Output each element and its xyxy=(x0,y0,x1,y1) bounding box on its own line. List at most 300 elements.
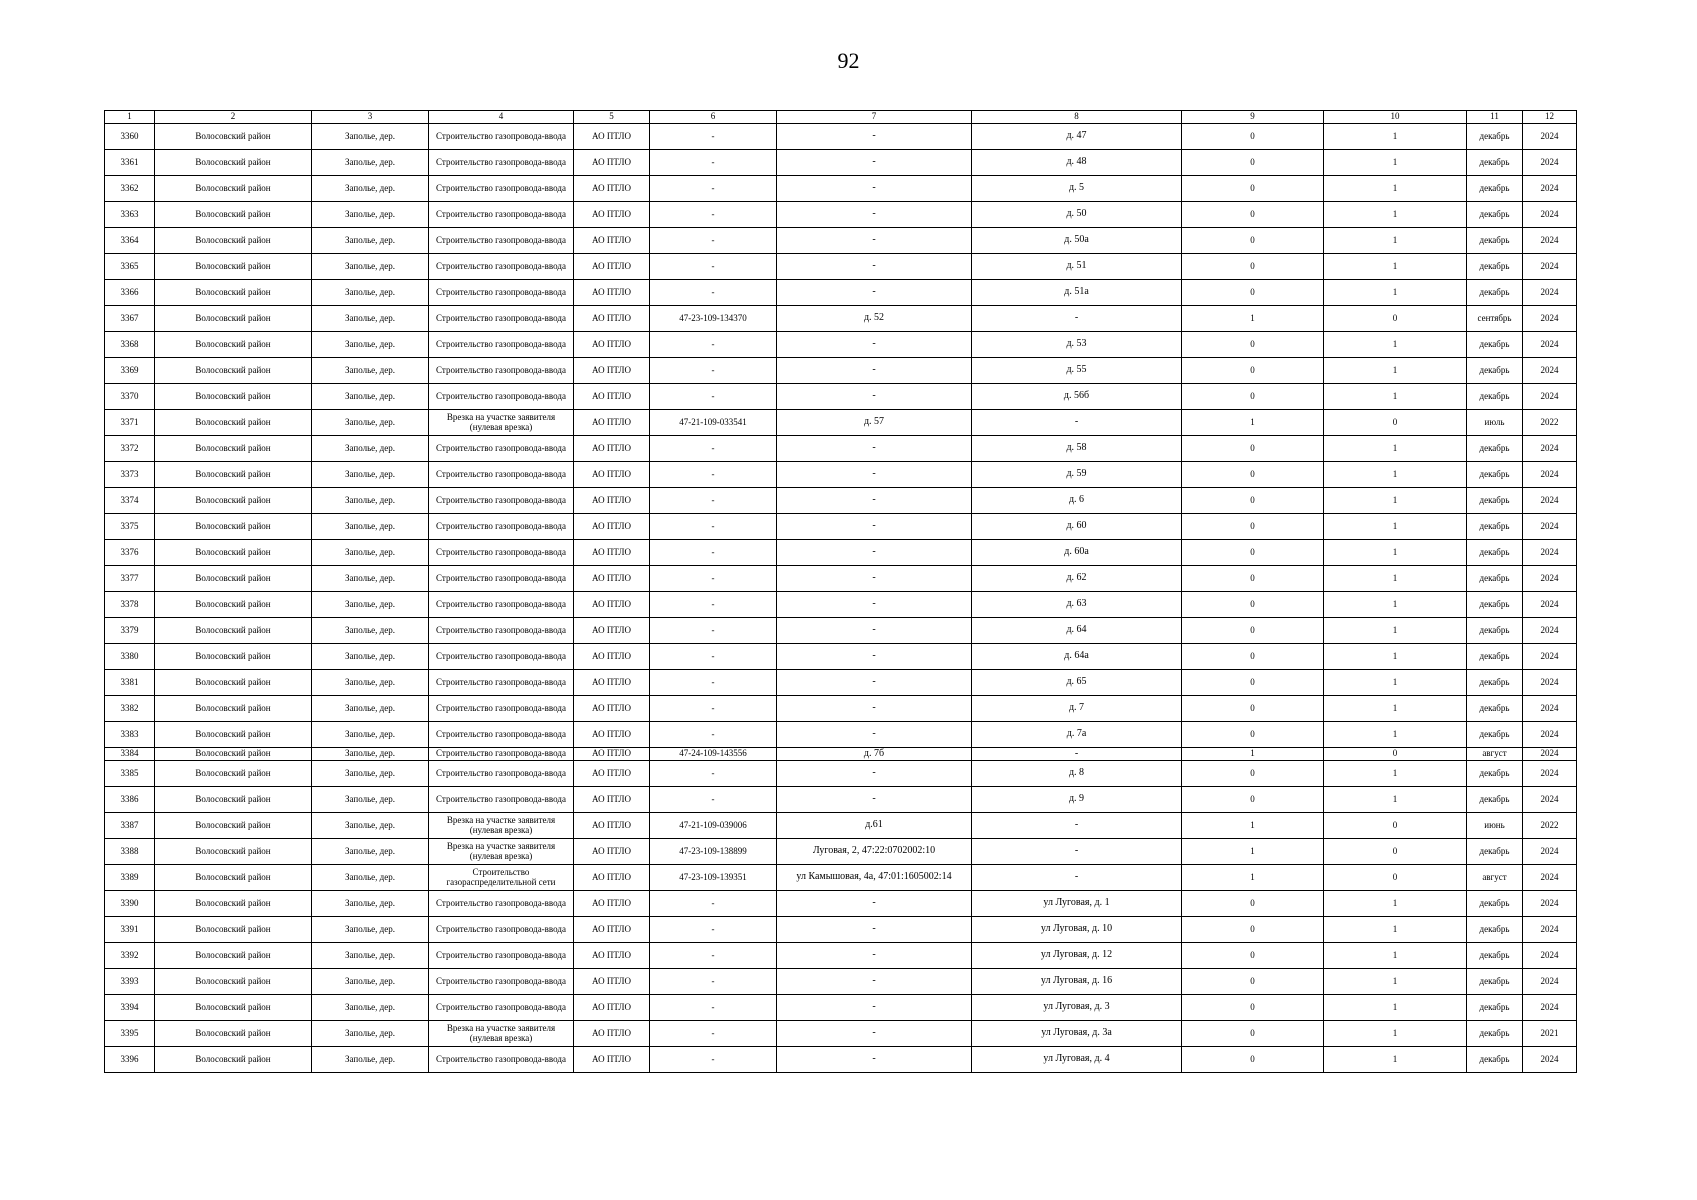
row-number-cell: 3387 xyxy=(105,813,155,839)
row-number-cell: 3373 xyxy=(105,462,155,488)
organization-cell: АО ПТЛО xyxy=(574,644,650,670)
month-cell: сентябрь xyxy=(1467,306,1523,332)
organization-cell: АО ПТЛО xyxy=(574,358,650,384)
table-row xyxy=(105,124,1577,150)
table-row xyxy=(105,618,1577,644)
month-cell: декабрь xyxy=(1467,839,1523,865)
object-address-cell: - xyxy=(777,202,972,228)
table-row xyxy=(105,787,1577,813)
month-cell: декабрь xyxy=(1467,254,1523,280)
district-cell: Волосовский район xyxy=(155,943,312,969)
year-cell: 2024 xyxy=(1523,514,1577,540)
address-cell: ул Луговая, д. 3 xyxy=(972,995,1182,1021)
work-type-cell: Строительство газопровода-ввода xyxy=(429,1047,574,1073)
registry-table xyxy=(104,110,1577,1073)
column-header: 3 xyxy=(312,111,429,124)
count-b-cell: 1 xyxy=(1324,202,1467,228)
address-cell: д. 50 xyxy=(972,202,1182,228)
address-cell: д. 63 xyxy=(972,592,1182,618)
address-cell: ул Луговая, д. 12 xyxy=(972,943,1182,969)
work-type-cell: Строительство газопровода-ввода xyxy=(429,748,574,761)
organization-cell: АО ПТЛО xyxy=(574,917,650,943)
count-a-cell: 0 xyxy=(1182,384,1324,410)
row-number-cell: 3382 xyxy=(105,696,155,722)
table-row xyxy=(105,891,1577,917)
settlement-cell: Заполье, дер. xyxy=(312,644,429,670)
organization-cell: АО ПТЛО xyxy=(574,176,650,202)
column-header: 4 xyxy=(429,111,574,124)
district-cell: Волосовский район xyxy=(155,462,312,488)
address-cell: - xyxy=(972,410,1182,436)
organization-cell: АО ПТЛО xyxy=(574,280,650,306)
count-a-cell: 0 xyxy=(1182,436,1324,462)
work-type-cell: Строительство газопровода-ввода xyxy=(429,787,574,813)
table-row xyxy=(105,813,1577,839)
count-b-cell: 1 xyxy=(1324,228,1467,254)
month-cell: декабрь xyxy=(1467,969,1523,995)
address-cell: д. 7 xyxy=(972,696,1182,722)
row-number-cell: 3363 xyxy=(105,202,155,228)
work-type-cell: Строительство газопровода-ввода xyxy=(429,176,574,202)
column-header: 8 xyxy=(972,111,1182,124)
application-number-cell: - xyxy=(650,644,777,670)
work-type-cell: Строительство газопровода-ввода xyxy=(429,306,574,332)
application-number-cell: - xyxy=(650,254,777,280)
month-cell: декабрь xyxy=(1467,176,1523,202)
table-row xyxy=(105,436,1577,462)
count-b-cell: 1 xyxy=(1324,618,1467,644)
table-row xyxy=(105,969,1577,995)
row-number-cell: 3388 xyxy=(105,839,155,865)
settlement-cell: Заполье, дер. xyxy=(312,813,429,839)
settlement-cell: Заполье, дер. xyxy=(312,150,429,176)
work-type-cell: Строительство газопровода-ввода xyxy=(429,254,574,280)
count-a-cell: 0 xyxy=(1182,254,1324,280)
row-number-cell: 3393 xyxy=(105,969,155,995)
table-row xyxy=(105,514,1577,540)
address-cell: ул Луговая, д. 10 xyxy=(972,917,1182,943)
row-number-cell: 3360 xyxy=(105,124,155,150)
district-cell: Волосовский район xyxy=(155,410,312,436)
address-cell: д. 59 xyxy=(972,462,1182,488)
district-cell: Волосовский район xyxy=(155,995,312,1021)
table-row xyxy=(105,696,1577,722)
object-address-cell: - xyxy=(777,384,972,410)
count-b-cell: 1 xyxy=(1324,696,1467,722)
address-cell: д. 65 xyxy=(972,670,1182,696)
application-number-cell: - xyxy=(650,384,777,410)
row-number-cell: 3396 xyxy=(105,1047,155,1073)
address-cell: д. 48 xyxy=(972,150,1182,176)
month-cell: декабрь xyxy=(1467,462,1523,488)
year-cell: 2024 xyxy=(1523,722,1577,748)
month-cell: июнь xyxy=(1467,813,1523,839)
month-cell: декабрь xyxy=(1467,696,1523,722)
count-a-cell: 0 xyxy=(1182,787,1324,813)
year-cell: 2024 xyxy=(1523,150,1577,176)
count-a-cell: 0 xyxy=(1182,124,1324,150)
address-cell: - xyxy=(972,748,1182,761)
district-cell: Волосовский район xyxy=(155,150,312,176)
object-address-cell: - xyxy=(777,644,972,670)
count-a-cell: 1 xyxy=(1182,813,1324,839)
settlement-cell: Заполье, дер. xyxy=(312,228,429,254)
table-row xyxy=(105,761,1577,787)
table-row xyxy=(105,280,1577,306)
count-a-cell: 0 xyxy=(1182,722,1324,748)
application-number-cell: - xyxy=(650,202,777,228)
month-cell: декабрь xyxy=(1467,592,1523,618)
object-address-cell: - xyxy=(777,280,972,306)
address-cell: д. 55 xyxy=(972,358,1182,384)
application-number-cell: 47-23-109-138899 xyxy=(650,839,777,865)
month-cell: декабрь xyxy=(1467,787,1523,813)
application-number-cell: - xyxy=(650,917,777,943)
count-a-cell: 0 xyxy=(1182,618,1324,644)
table-row xyxy=(105,1021,1577,1047)
month-cell: декабрь xyxy=(1467,891,1523,917)
settlement-cell: Заполье, дер. xyxy=(312,969,429,995)
application-number-cell: - xyxy=(650,891,777,917)
year-cell: 2024 xyxy=(1523,488,1577,514)
settlement-cell: Заполье, дер. xyxy=(312,748,429,761)
count-a-cell: 0 xyxy=(1182,592,1324,618)
month-cell: декабрь xyxy=(1467,618,1523,644)
row-number-cell: 3372 xyxy=(105,436,155,462)
address-cell: д. 64 xyxy=(972,618,1182,644)
address-cell: д. 50а xyxy=(972,228,1182,254)
count-b-cell: 1 xyxy=(1324,254,1467,280)
count-a-cell: 0 xyxy=(1182,462,1324,488)
count-a-cell: 0 xyxy=(1182,228,1324,254)
work-type-cell: Строительство газопровода-ввода xyxy=(429,540,574,566)
year-cell: 2021 xyxy=(1523,1021,1577,1047)
count-a-cell: 0 xyxy=(1182,1047,1324,1073)
table-row xyxy=(105,384,1577,410)
row-number-cell: 3391 xyxy=(105,917,155,943)
district-cell: Волосовский район xyxy=(155,670,312,696)
count-a-cell: 0 xyxy=(1182,176,1324,202)
year-cell: 2024 xyxy=(1523,280,1577,306)
work-type-cell: Строительство газораспределительной сети xyxy=(429,865,574,891)
count-b-cell: 1 xyxy=(1324,917,1467,943)
row-number-cell: 3390 xyxy=(105,891,155,917)
application-number-cell: - xyxy=(650,787,777,813)
count-b-cell: 1 xyxy=(1324,124,1467,150)
row-number-cell: 3385 xyxy=(105,761,155,787)
object-address-cell: - xyxy=(777,696,972,722)
month-cell: декабрь xyxy=(1467,1021,1523,1047)
month-cell: декабрь xyxy=(1467,332,1523,358)
address-cell: ул Луговая, д. 3а xyxy=(972,1021,1182,1047)
work-type-cell: Строительство газопровода-ввода xyxy=(429,696,574,722)
count-a-cell: 0 xyxy=(1182,488,1324,514)
work-type-cell: Строительство газопровода-ввода xyxy=(429,280,574,306)
organization-cell: АО ПТЛО xyxy=(574,150,650,176)
settlement-cell: Заполье, дер. xyxy=(312,280,429,306)
organization-cell: АО ПТЛО xyxy=(574,891,650,917)
object-address-cell: д.61 xyxy=(777,813,972,839)
application-number-cell: - xyxy=(650,592,777,618)
application-number-cell: 47-23-109-134370 xyxy=(650,306,777,332)
column-header: 5 xyxy=(574,111,650,124)
settlement-cell: Заполье, дер. xyxy=(312,410,429,436)
organization-cell: АО ПТЛО xyxy=(574,254,650,280)
count-b-cell: 1 xyxy=(1324,670,1467,696)
row-number-cell: 3367 xyxy=(105,306,155,332)
count-b-cell: 0 xyxy=(1324,839,1467,865)
table-row xyxy=(105,488,1577,514)
organization-cell: АО ПТЛО xyxy=(574,202,650,228)
row-number-cell: 3380 xyxy=(105,644,155,670)
object-address-cell: - xyxy=(777,670,972,696)
object-address-cell: - xyxy=(777,787,972,813)
object-address-cell: - xyxy=(777,917,972,943)
organization-cell: АО ПТЛО xyxy=(574,813,650,839)
work-type-cell: Строительство газопровода-ввода xyxy=(429,202,574,228)
work-type-cell: Строительство газопровода-ввода xyxy=(429,566,574,592)
row-number-cell: 3395 xyxy=(105,1021,155,1047)
table-row xyxy=(105,748,1577,761)
object-address-cell: - xyxy=(777,228,972,254)
address-cell: ул Луговая, д. 4 xyxy=(972,1047,1182,1073)
application-number-cell: - xyxy=(650,124,777,150)
organization-cell: АО ПТЛО xyxy=(574,969,650,995)
count-b-cell: 0 xyxy=(1324,748,1467,761)
settlement-cell: Заполье, дер. xyxy=(312,1021,429,1047)
month-cell: декабрь xyxy=(1467,124,1523,150)
count-b-cell: 1 xyxy=(1324,436,1467,462)
column-header: 12 xyxy=(1523,111,1577,124)
year-cell: 2024 xyxy=(1523,592,1577,618)
table-row xyxy=(105,306,1577,332)
organization-cell: АО ПТЛО xyxy=(574,384,650,410)
object-address-cell: д. 57 xyxy=(777,410,972,436)
work-type-cell: Строительство газопровода-ввода xyxy=(429,891,574,917)
settlement-cell: Заполье, дер. xyxy=(312,436,429,462)
settlement-cell: Заполье, дер. xyxy=(312,306,429,332)
count-b-cell: 0 xyxy=(1324,306,1467,332)
district-cell: Волосовский район xyxy=(155,748,312,761)
object-address-cell: - xyxy=(777,488,972,514)
address-cell: д. 5 xyxy=(972,176,1182,202)
year-cell: 2024 xyxy=(1523,748,1577,761)
settlement-cell: Заполье, дер. xyxy=(312,592,429,618)
table-row xyxy=(105,644,1577,670)
district-cell: Волосовский район xyxy=(155,891,312,917)
address-cell: - xyxy=(972,865,1182,891)
district-cell: Волосовский район xyxy=(155,332,312,358)
count-b-cell: 1 xyxy=(1324,332,1467,358)
organization-cell: АО ПТЛО xyxy=(574,124,650,150)
count-a-cell: 0 xyxy=(1182,540,1324,566)
district-cell: Волосовский район xyxy=(155,228,312,254)
district-cell: Волосовский район xyxy=(155,540,312,566)
district-cell: Волосовский район xyxy=(155,722,312,748)
application-number-cell: - xyxy=(650,995,777,1021)
address-cell: д. 60а xyxy=(972,540,1182,566)
table-row xyxy=(105,540,1577,566)
table-row xyxy=(105,722,1577,748)
object-address-cell: - xyxy=(777,150,972,176)
district-cell: Волосовский район xyxy=(155,436,312,462)
row-number-cell: 3369 xyxy=(105,358,155,384)
month-cell: декабрь xyxy=(1467,644,1523,670)
work-type-cell: Строительство газопровода-ввода xyxy=(429,384,574,410)
object-address-cell: - xyxy=(777,891,972,917)
address-cell: д. 51 xyxy=(972,254,1182,280)
count-b-cell: 0 xyxy=(1324,865,1467,891)
application-number-cell: - xyxy=(650,488,777,514)
row-number-cell: 3383 xyxy=(105,722,155,748)
year-cell: 2024 xyxy=(1523,865,1577,891)
year-cell: 2024 xyxy=(1523,306,1577,332)
settlement-cell: Заполье, дер. xyxy=(312,787,429,813)
count-b-cell: 1 xyxy=(1324,891,1467,917)
count-a-cell: 0 xyxy=(1182,670,1324,696)
work-type-cell: Строительство газопровода-ввода xyxy=(429,462,574,488)
month-cell: июль xyxy=(1467,410,1523,436)
settlement-cell: Заполье, дер. xyxy=(312,943,429,969)
row-number-cell: 3375 xyxy=(105,514,155,540)
year-cell: 2024 xyxy=(1523,202,1577,228)
object-address-cell: - xyxy=(777,436,972,462)
table-row xyxy=(105,839,1577,865)
organization-cell: АО ПТЛО xyxy=(574,787,650,813)
object-address-cell: - xyxy=(777,462,972,488)
object-address-cell: - xyxy=(777,995,972,1021)
object-address-cell: ул Камышовая, 4а, 47:01:1605002:14 xyxy=(777,865,972,891)
count-a-cell: 1 xyxy=(1182,839,1324,865)
settlement-cell: Заполье, дер. xyxy=(312,696,429,722)
count-a-cell: 1 xyxy=(1182,410,1324,436)
table-row xyxy=(105,670,1577,696)
application-number-cell: - xyxy=(650,462,777,488)
count-a-cell: 0 xyxy=(1182,566,1324,592)
year-cell: 2024 xyxy=(1523,670,1577,696)
count-b-cell: 1 xyxy=(1324,592,1467,618)
object-address-cell: д. 7б xyxy=(777,748,972,761)
application-number-cell: - xyxy=(650,696,777,722)
count-b-cell: 1 xyxy=(1324,540,1467,566)
table-row xyxy=(105,943,1577,969)
month-cell: декабрь xyxy=(1467,761,1523,787)
count-a-cell: 0 xyxy=(1182,644,1324,670)
month-cell: декабрь xyxy=(1467,488,1523,514)
row-number-cell: 3392 xyxy=(105,943,155,969)
count-b-cell: 1 xyxy=(1324,1047,1467,1073)
count-b-cell: 1 xyxy=(1324,566,1467,592)
address-cell: - xyxy=(972,813,1182,839)
year-cell: 2024 xyxy=(1523,696,1577,722)
organization-cell: АО ПТЛО xyxy=(574,228,650,254)
settlement-cell: Заполье, дер. xyxy=(312,124,429,150)
year-cell: 2024 xyxy=(1523,644,1577,670)
application-number-cell: - xyxy=(650,722,777,748)
year-cell: 2024 xyxy=(1523,332,1577,358)
settlement-cell: Заполье, дер. xyxy=(312,995,429,1021)
settlement-cell: Заполье, дер. xyxy=(312,839,429,865)
year-cell: 2024 xyxy=(1523,891,1577,917)
address-cell: д. 47 xyxy=(972,124,1182,150)
month-cell: декабрь xyxy=(1467,358,1523,384)
table-row xyxy=(105,358,1577,384)
object-address-cell: - xyxy=(777,761,972,787)
row-number-cell: 3365 xyxy=(105,254,155,280)
count-a-cell: 0 xyxy=(1182,150,1324,176)
object-address-cell: - xyxy=(777,332,972,358)
table-row xyxy=(105,332,1577,358)
work-type-cell: Строительство газопровода-ввода xyxy=(429,722,574,748)
application-number-cell: - xyxy=(650,943,777,969)
count-a-cell: 0 xyxy=(1182,969,1324,995)
work-type-cell: Строительство газопровода-ввода xyxy=(429,332,574,358)
organization-cell: АО ПТЛО xyxy=(574,696,650,722)
object-address-cell: Луговая, 2, 47:22:0702002:10 xyxy=(777,839,972,865)
object-address-cell: - xyxy=(777,969,972,995)
year-cell: 2024 xyxy=(1523,1047,1577,1073)
month-cell: декабрь xyxy=(1467,722,1523,748)
count-a-cell: 0 xyxy=(1182,332,1324,358)
year-cell: 2024 xyxy=(1523,358,1577,384)
district-cell: Волосовский район xyxy=(155,358,312,384)
object-address-cell: - xyxy=(777,943,972,969)
table-row xyxy=(105,150,1577,176)
column-header: 6 xyxy=(650,111,777,124)
count-b-cell: 1 xyxy=(1324,358,1467,384)
month-cell: декабрь xyxy=(1467,384,1523,410)
organization-cell: АО ПТЛО xyxy=(574,839,650,865)
settlement-cell: Заполье, дер. xyxy=(312,202,429,228)
address-cell: д. 51а xyxy=(972,280,1182,306)
count-a-cell: 0 xyxy=(1182,358,1324,384)
column-header: 9 xyxy=(1182,111,1324,124)
object-address-cell: д. 52 xyxy=(777,306,972,332)
object-address-cell: - xyxy=(777,1021,972,1047)
work-type-cell: Строительство газопровода-ввода xyxy=(429,488,574,514)
month-cell: декабрь xyxy=(1467,566,1523,592)
address-cell: д. 8 xyxy=(972,761,1182,787)
settlement-cell: Заполье, дер. xyxy=(312,332,429,358)
row-number-cell: 3386 xyxy=(105,787,155,813)
row-number-cell: 3376 xyxy=(105,540,155,566)
month-cell: декабрь xyxy=(1467,917,1523,943)
application-number-cell: 47-21-109-039006 xyxy=(650,813,777,839)
month-cell: декабрь xyxy=(1467,540,1523,566)
organization-cell: АО ПТЛО xyxy=(574,592,650,618)
district-cell: Волосовский район xyxy=(155,696,312,722)
organization-cell: АО ПТЛО xyxy=(574,436,650,462)
count-b-cell: 1 xyxy=(1324,995,1467,1021)
table-row xyxy=(105,462,1577,488)
table-row xyxy=(105,410,1577,436)
work-type-cell: Строительство газопровода-ввода xyxy=(429,670,574,696)
organization-cell: АО ПТЛО xyxy=(574,1021,650,1047)
row-number-cell: 3379 xyxy=(105,618,155,644)
year-cell: 2022 xyxy=(1523,410,1577,436)
year-cell: 2024 xyxy=(1523,540,1577,566)
address-cell: ул Луговая, д. 1 xyxy=(972,891,1182,917)
settlement-cell: Заполье, дер. xyxy=(312,1047,429,1073)
month-cell: декабрь xyxy=(1467,514,1523,540)
settlement-cell: Заполье, дер. xyxy=(312,358,429,384)
column-header: 11 xyxy=(1467,111,1523,124)
year-cell: 2024 xyxy=(1523,436,1577,462)
month-cell: декабрь xyxy=(1467,280,1523,306)
count-a-cell: 0 xyxy=(1182,514,1324,540)
count-b-cell: 1 xyxy=(1324,462,1467,488)
organization-cell: АО ПТЛО xyxy=(574,722,650,748)
